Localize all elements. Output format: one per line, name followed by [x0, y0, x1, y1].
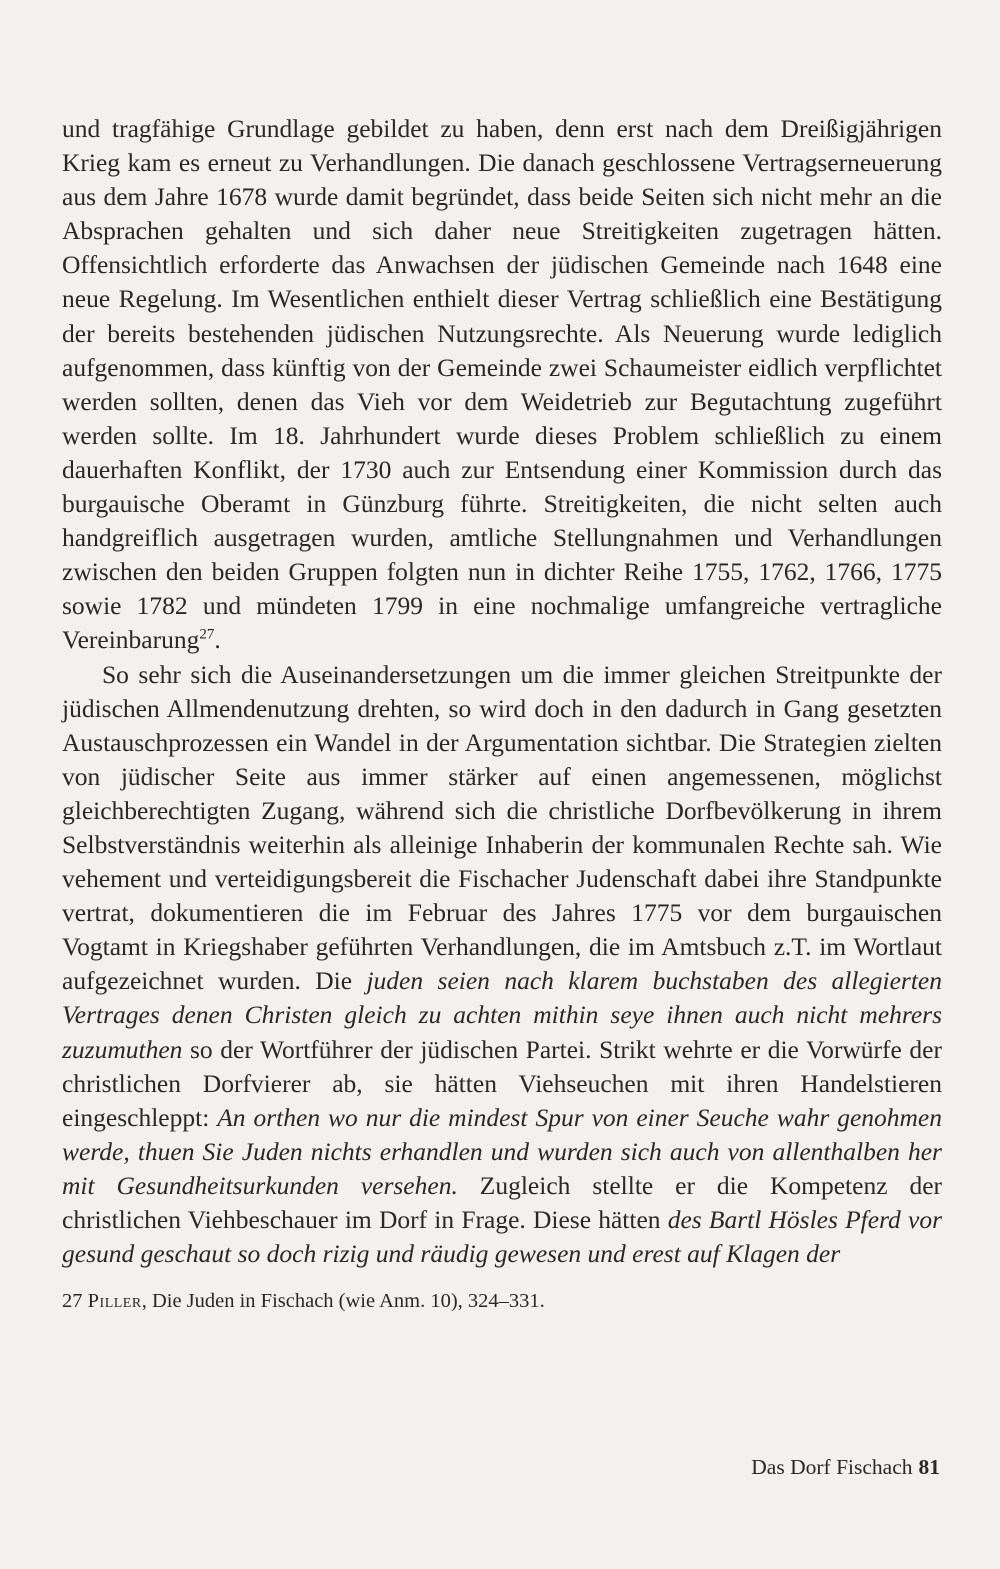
quote-2: An orthen wo nur die mindest Spur von einer Seuche wahr genohmen werde, thuen Sie Juden nichts erhandlen und wurden sich auch von allenthalben her mit Gesundheitsurkunden versehen. [62, 1102, 942, 1200]
paragraph-2 [62, 658, 942, 1272]
quote-1: juden seien nach klarem buchstaben des allegierten Vertrages denen Christen gleich zu achten mithin seye ihnen auch nicht mehrers zuzumuthen [62, 966, 942, 1064]
quote-3: des Bartl Hösles Pferd vor gesund geschaut so doch rizig und räudig gewesen und erest auf Klagen der [62, 1205, 942, 1269]
running-footer [751, 1454, 940, 1480]
paragraph-2-text-2: so der Wortführer der jüdischen Partei. Strikt wehrte er die Vorwürfe der christlichen Dorfvierer ab, sie hätten Viehseuchen mit ihren Handelstieren eingeschleppt: [62, 1034, 942, 1132]
paragraph-1-text: und tragfähige Grundlage gebildet zu haben, denn erst nach dem Dreißigjährigen Krieg kam es erneut zu Verhandlungen. Die danach geschlossene Vertragserneuerung aus dem Jahre 1678 wurde damit begründet, dass beide Seiten sich nicht mehr an die Absprachen gehalten und sich daher neue Streitigkeiten zugetragen hätten. Offensichtlich erforderte das Anwachsen der jüdischen Gemeinde nach 1648 eine neue Regelung. Im Wesentlichen enthielt dieser Vertrag schließlich eine Bestätigung der bereits bestehenden jüdischen Nutzungsrechte. Als Neuerung wurde lediglich aufgenommen, dass künftig von der Gemeinde zwei Schaumeister eidlich verpflichtet werden sollten, denen das Vieh vor dem Weidetrieb zur Begutachtung zugeführt werden sollte. Im 18. Jahrhundert wurde dieses Problem schließlich zu einem dauerhaften Konflikt, der 1730 auch zur Entsendung einer Kommission durch das burgauische Oberamt in Günzburg führte. Streitigkeiten, die nicht selten auch handgreiflich ausgetragen wurden, amtliche Stellungnahmen und Verhandlungen zwischen den beiden Gruppen folgten nun in dichter Reihe 1755, 1762, 1766, 1775 sowie 1782 und mündeten 1799 in eine nochmalige umfangreiche vertragliche Vereinbarung [62, 114, 942, 655]
page-number: 81 [918, 1455, 940, 1479]
footnote-reference-27: 27 [199, 626, 215, 643]
footnote-number: 27 [62, 1290, 83, 1312]
paragraph-2-text-1: So sehr sich die Auseinandersetzungen um die immer gleichen Streitpunkte der jüdischen Allmendenutzung drehten, so wird doch in den dadurch in Gang gesetzten Austauschprozessen ein Wandel in der Argumentation sichtbar. Die Strategien zielten von jüdischer Seite aus immer stärker auf einen angemessenen, möglichst gleichberechtigten Zugang, während sich die christliche Dorfbevölkerung in ihrem Selbstverständnis weiterhin als alleinige Inhaberin der kommunalen Rechte sah. Wie vehement und verteidigungsbereit die Fischacher Judenschaft dabei ihre Standpunkte vertrat, dokumentieren die im Februar des Jahres 1775 vor dem burgauischen Vogtamt in Kriegshaber geführten Verhandlungen, die im Amtsbuch z.T. im Wortlaut aufgezeichnet wurden. Die [62, 659, 942, 996]
main-text [62, 112, 942, 1271]
paragraph-1 [62, 112, 942, 658]
running-title: Das Dorf Fischach [751, 1455, 913, 1479]
footnote-author: Piller [87, 1290, 142, 1312]
footnote-text: , Die Juden in Fischach (wie Anm. 10), 324–331. [141, 1290, 545, 1312]
paragraph-2-text-3: Zugleich stellte er die Kompetenz der christlichen Viehbeschauer im Dorf in Frage. Diese hätten [62, 1170, 942, 1234]
paragraph-1-end: . [214, 625, 221, 655]
footnote-27 [62, 1288, 942, 1314]
